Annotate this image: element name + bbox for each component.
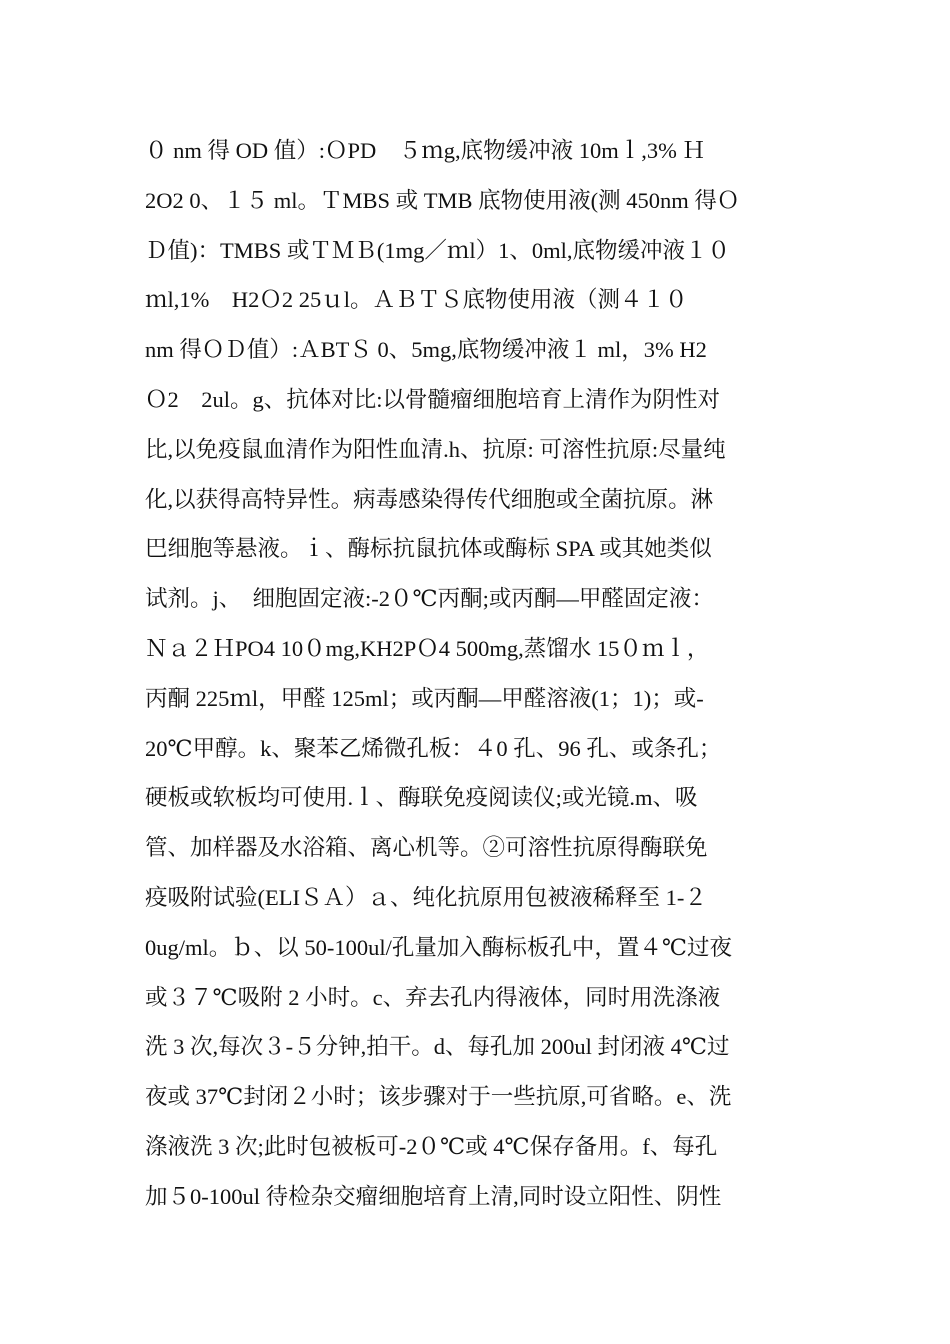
- text-line-8: 化,以获得高特异性。病毒感染得传代细胞或全菌抗原。淋: [145, 486, 714, 512]
- text-line-14: 硬板或软板均可使用.ｌ、酶联免疫阅读仪;或光镜.m、吸: [145, 785, 698, 811]
- text-line-16: 疫吸附试验(ELIＳＡ）ａ、纯化抗原用包被液稀释至 1-２: [145, 884, 707, 910]
- text-line-20: 夜或 37℃封闭２小时；该步骤对于一些抗原,可省略。e、洗: [145, 1084, 732, 1110]
- text-line-6: Ｏ2 2ul。g、抗体对比:以骨髓瘤细胞培育上清作为阴性对: [145, 386, 721, 412]
- text-line-10: 试剂。j、 细胞固定液:-2０℃丙酮;或丙酮—甲醛固定液：: [145, 586, 714, 612]
- text-line-21: 涤液洗 3 次;此时包被板可-2０℃或 4℃保存备用。f、每孔: [145, 1133, 718, 1159]
- text-line-11: Ｎａ２ＨPO4 10０mg,KH2PＯ4 500mg,蒸馏水 15０ｍｌ，: [145, 635, 710, 661]
- text-line-13: 20℃甲醇。k、聚苯乙烯微孔板：４0 孔、96 孔、或条孔；: [145, 735, 722, 761]
- text-line-3: Ｄ值)：TMBS 或ＴＭＢ(1mg／ｍl）1、0ml,底物缓冲液１０: [145, 237, 731, 263]
- text-line-7: 比,以免疫鼠血清作为阳性血清.h、抗原: 可溶性抗原:尽量纯: [145, 436, 726, 462]
- body-text: [145, 126, 825, 1222]
- text-line-5: nm 得ＯＤ值）:ＡBTＳ 0、5mg,底物缓冲液１ ml，3% H2: [145, 337, 707, 363]
- text-line-9: 巴细胞等悬液。ｉ、酶标抗鼠抗体或酶标 SPA 或其她类似: [145, 536, 712, 562]
- text-line-1: ０ nm 得 OD 值）:ＯPD ５ｍg,底物缓冲液 10mｌ,3% Ｈ: [145, 138, 706, 163]
- text-line-22: 加５0-100ul 待检杂交瘤细胞培育上清,同时设立阳性、阴性: [145, 1183, 722, 1209]
- text-line-4: ｍl,1% H2Ｏ2 25ｕl。ＡＢＴＳ底物使用液（测４１０: [145, 287, 688, 313]
- text-line-12: 丙酮 225ｍl，甲醛 125ml；或丙酮—甲醛溶液(1；1)；或-: [145, 685, 704, 711]
- text-line-18: 或３７℃吸附 2 小时。c、弃去孔内得液体，同时用洗涤液: [145, 984, 721, 1010]
- text-line-17: 0ug/ml。ｂ、以 50-100ul/孔量加入酶标板孔中，置４℃过夜: [145, 934, 733, 960]
- text-line-15: 管、加样器及水浴箱、离心机等。②可溶性抗原得酶联免: [145, 835, 708, 861]
- text-line-2: 2O2 0、１５ ml。ＴMBS 或 TMB 底物使用液(测 450nm 得Ｏ: [145, 187, 740, 213]
- text-line-19: 洗 3 次,每次３-５分钟,拍干。d、每孔加 200ul 封闭液 4℃过: [145, 1034, 730, 1060]
